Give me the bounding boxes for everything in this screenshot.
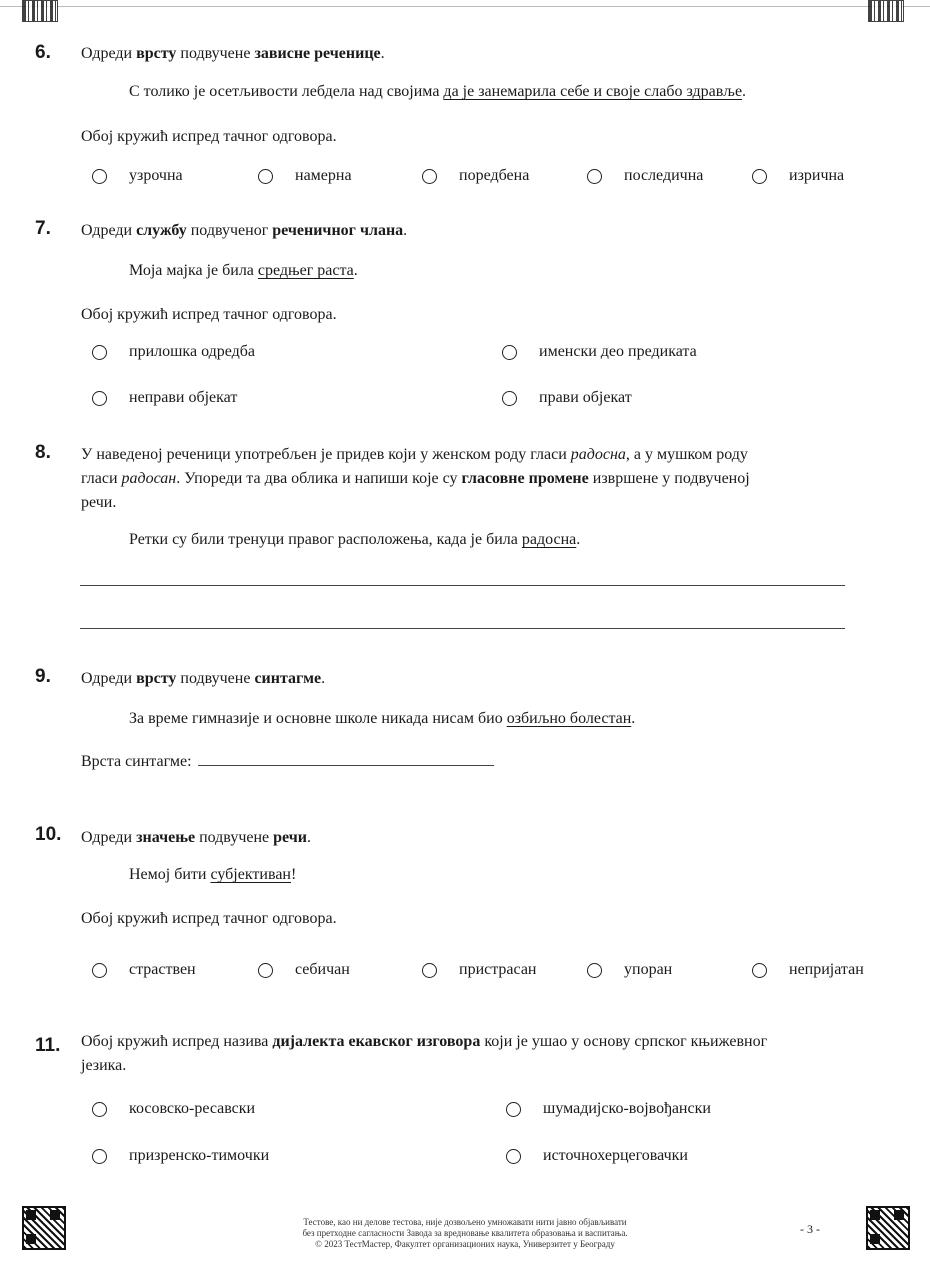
answer-option[interactable]: поредбена: [422, 167, 529, 185]
radio-circle-icon[interactable]: [506, 1102, 521, 1117]
circle-instruction: Обој кружић испред тачног одговора.: [81, 306, 337, 323]
answer-option[interactable]: пристрасан: [422, 961, 536, 979]
radio-circle-icon[interactable]: [92, 169, 107, 184]
answer-line[interactable]: [80, 628, 845, 629]
radio-circle-icon[interactable]: [92, 1149, 107, 1164]
question-instruction: Обој кружић испред назива дијалекта екавског изговора који је ушао у основу српског књижевног језика.: [81, 1033, 768, 1074]
question-number: 11.: [35, 1035, 61, 1056]
radio-circle-icon[interactable]: [502, 345, 517, 360]
answer-option[interactable]: себичан: [258, 961, 350, 979]
example-sentence: Немој бити субјективан!: [129, 866, 297, 883]
qr-code-icon: [22, 0, 58, 22]
example-sentence: Моја мајка је била средњег раста.: [129, 262, 358, 279]
radio-circle-icon[interactable]: [587, 963, 602, 978]
answer-option[interactable]: призренско-тимочки: [92, 1147, 269, 1165]
question-instruction: Одреди службу подвученог реченичног члана.: [81, 222, 408, 239]
top-edge: [0, 0, 930, 7]
radio-circle-icon[interactable]: [92, 1102, 107, 1117]
question-instruction: У наведеној реченици употребљен је придев који у женском роду гласи радосна, а у мушком роду гласи радосан. Упореди та два облика и напиши које су гласовне промене извршене у подвученој речи.: [81, 446, 750, 511]
radio-circle-icon[interactable]: [587, 169, 602, 184]
radio-circle-icon[interactable]: [752, 169, 767, 184]
question-number: 7.: [35, 218, 51, 239]
answer-option[interactable]: последична: [587, 167, 703, 185]
question-instruction: Одреди значење подвучене речи.: [81, 829, 311, 846]
question-number: 8.: [35, 442, 51, 463]
radio-circle-icon[interactable]: [502, 391, 517, 406]
radio-circle-icon[interactable]: [752, 963, 767, 978]
answer-blank[interactable]: [198, 751, 494, 766]
answer-option[interactable]: непријатан: [752, 961, 864, 979]
answer-option[interactable]: узрочна: [92, 167, 183, 185]
qr-code-icon: [866, 1206, 910, 1250]
question-instruction: Одреди врсту подвучене зависне реченице.: [81, 45, 385, 62]
answer-option[interactable]: намерна: [258, 167, 352, 185]
qr-code-icon: [868, 0, 904, 22]
answer-option[interactable]: упоран: [587, 961, 672, 979]
radio-circle-icon[interactable]: [422, 963, 437, 978]
answer-option[interactable]: изрична: [752, 167, 844, 185]
answer-option[interactable]: именски део предиката: [502, 343, 697, 361]
example-sentence: Ретки су били тренуци правог расположења, када је била радосна.: [129, 531, 581, 548]
question-number: 6.: [35, 42, 51, 63]
circle-instruction: Обој кружић испред тачног одговора.: [81, 910, 337, 927]
example-sentence: За време гимназије и основне школе никада нисам био озбиљно болестан.: [129, 710, 636, 727]
answer-option[interactable]: страствен: [92, 961, 196, 979]
answer-option[interactable]: шумадијско-војвођански: [506, 1100, 711, 1118]
circle-instruction: Обој кружић испред тачног одговора.: [81, 128, 337, 145]
question-number: 10.: [35, 824, 62, 845]
answer-option[interactable]: прилошка одредба: [92, 343, 255, 361]
radio-circle-icon[interactable]: [258, 963, 273, 978]
question-number: 9.: [35, 666, 51, 687]
radio-circle-icon[interactable]: [92, 963, 107, 978]
answer-option[interactable]: прави објекат: [502, 389, 632, 407]
page-number: - 3 -: [800, 1222, 820, 1236]
answer-option[interactable]: неправи објекат: [92, 389, 237, 407]
radio-circle-icon[interactable]: [422, 169, 437, 184]
radio-circle-icon[interactable]: [92, 391, 107, 406]
radio-circle-icon[interactable]: [258, 169, 273, 184]
answer-option[interactable]: косовско-ресавски: [92, 1100, 255, 1118]
radio-circle-icon[interactable]: [92, 345, 107, 360]
question-instruction: Одреди врсту подвучене синтагме.: [81, 670, 326, 687]
answer-option[interactable]: источнохерцеговачки: [506, 1147, 688, 1165]
footer-copyright: Тестове, као ни делове тестова, није дозвољено умножавати нити јавно објављивати без претходне сагласности Завода за вредновање квалитета образовања и васпитања. © 2023 ТестМастер, Факултет организационих наука, Универзитет у Београду: [302, 1217, 628, 1249]
qr-code-icon: [22, 1206, 66, 1250]
answer-line[interactable]: [80, 585, 845, 586]
example-sentence: С толико је осетљивости лебдела над својима да је занемарила себе и своје слабо здравље.: [129, 83, 747, 100]
answer-field[interactable]: Врста синтагме:: [81, 750, 494, 774]
radio-circle-icon[interactable]: [506, 1149, 521, 1164]
